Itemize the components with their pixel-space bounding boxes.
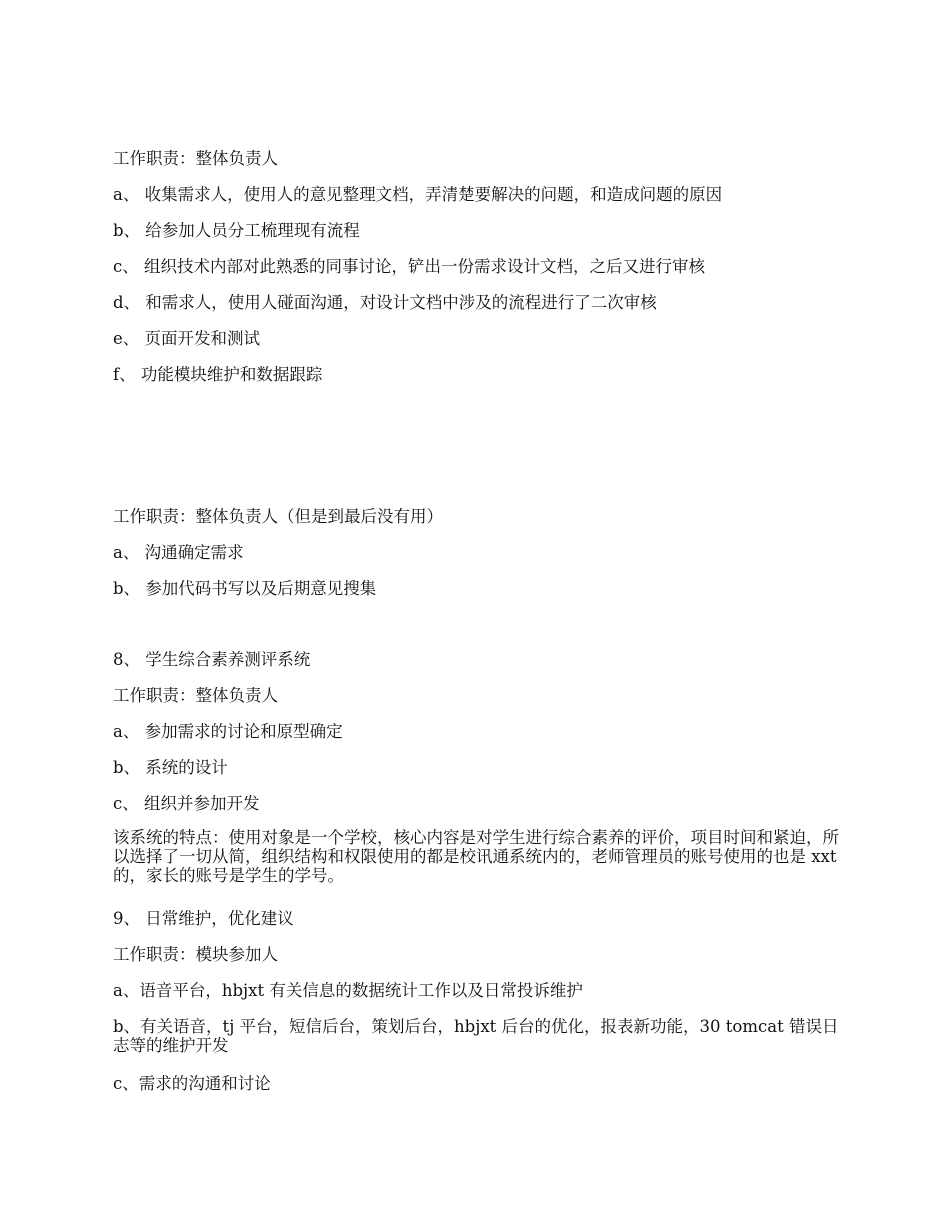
list-item: b、 系统的设计 (113, 758, 228, 777)
list-item: f、 功能模块维护和数据跟踪 (113, 365, 323, 384)
duty-line: 工作职责：整体负责人 (113, 149, 278, 168)
list-item: c、需求的沟通和讨论 (113, 1074, 271, 1093)
section-heading: 8、 学生综合素养测评系统 (113, 650, 311, 669)
list-item: c、 组织技术内部对此熟悉的同事讨论，铲出一份需求设计文档，之后又进行审核 (113, 257, 705, 276)
list-item: b、 参加代码书写以及后期意见搜集 (113, 579, 377, 598)
duty-line: 工作职责：整体负责人 (113, 686, 278, 705)
duty-line: 工作职责：模块参加人 (113, 945, 278, 964)
list-item: a、 沟通确定需求 (113, 543, 244, 562)
section-heading: 9、 日常维护，优化建议 (113, 909, 294, 928)
list-item: b、 给参加人员分工梳理现有流程 (113, 221, 360, 240)
feature-paragraph: 该系统的特点：使用对象是一个学校，核心内容是对学生进行综合素养的评价，项目时间和紧迫，所以选择了一切从简，组织结构和权限使用的都是校讯通系统内的，老师管理员的账号使用的也是 xxt 的，家长的账号是学生的学号。 (113, 828, 839, 885)
list-item: a、 参加需求的讨论和原型确定 (113, 722, 343, 741)
list-item: a、 收集需求人，使用人的意见整理文档，弄清楚要解决的问题，和造成问题的原因 (113, 185, 723, 204)
list-item: a、语音平台，hbjxt 有关信息的数据统计工作以及日常投诉维护 (113, 981, 583, 1000)
list-item: b、有关语音，tj 平台，短信后台，策划后台，hbjxt 后台的优化，报表新功能，30 tomcat 错误日志等的维护开发 (113, 1017, 839, 1055)
list-item: c、 组织并参加开发 (113, 794, 260, 813)
list-item: e、 页面开发和测试 (113, 329, 261, 348)
list-item: d、 和需求人，使用人碰面沟通，对设计文档中涉及的流程进行了二次审核 (113, 293, 657, 312)
duty-line: 工作职责：整体负责人（但是到最后没有用） (113, 507, 443, 526)
